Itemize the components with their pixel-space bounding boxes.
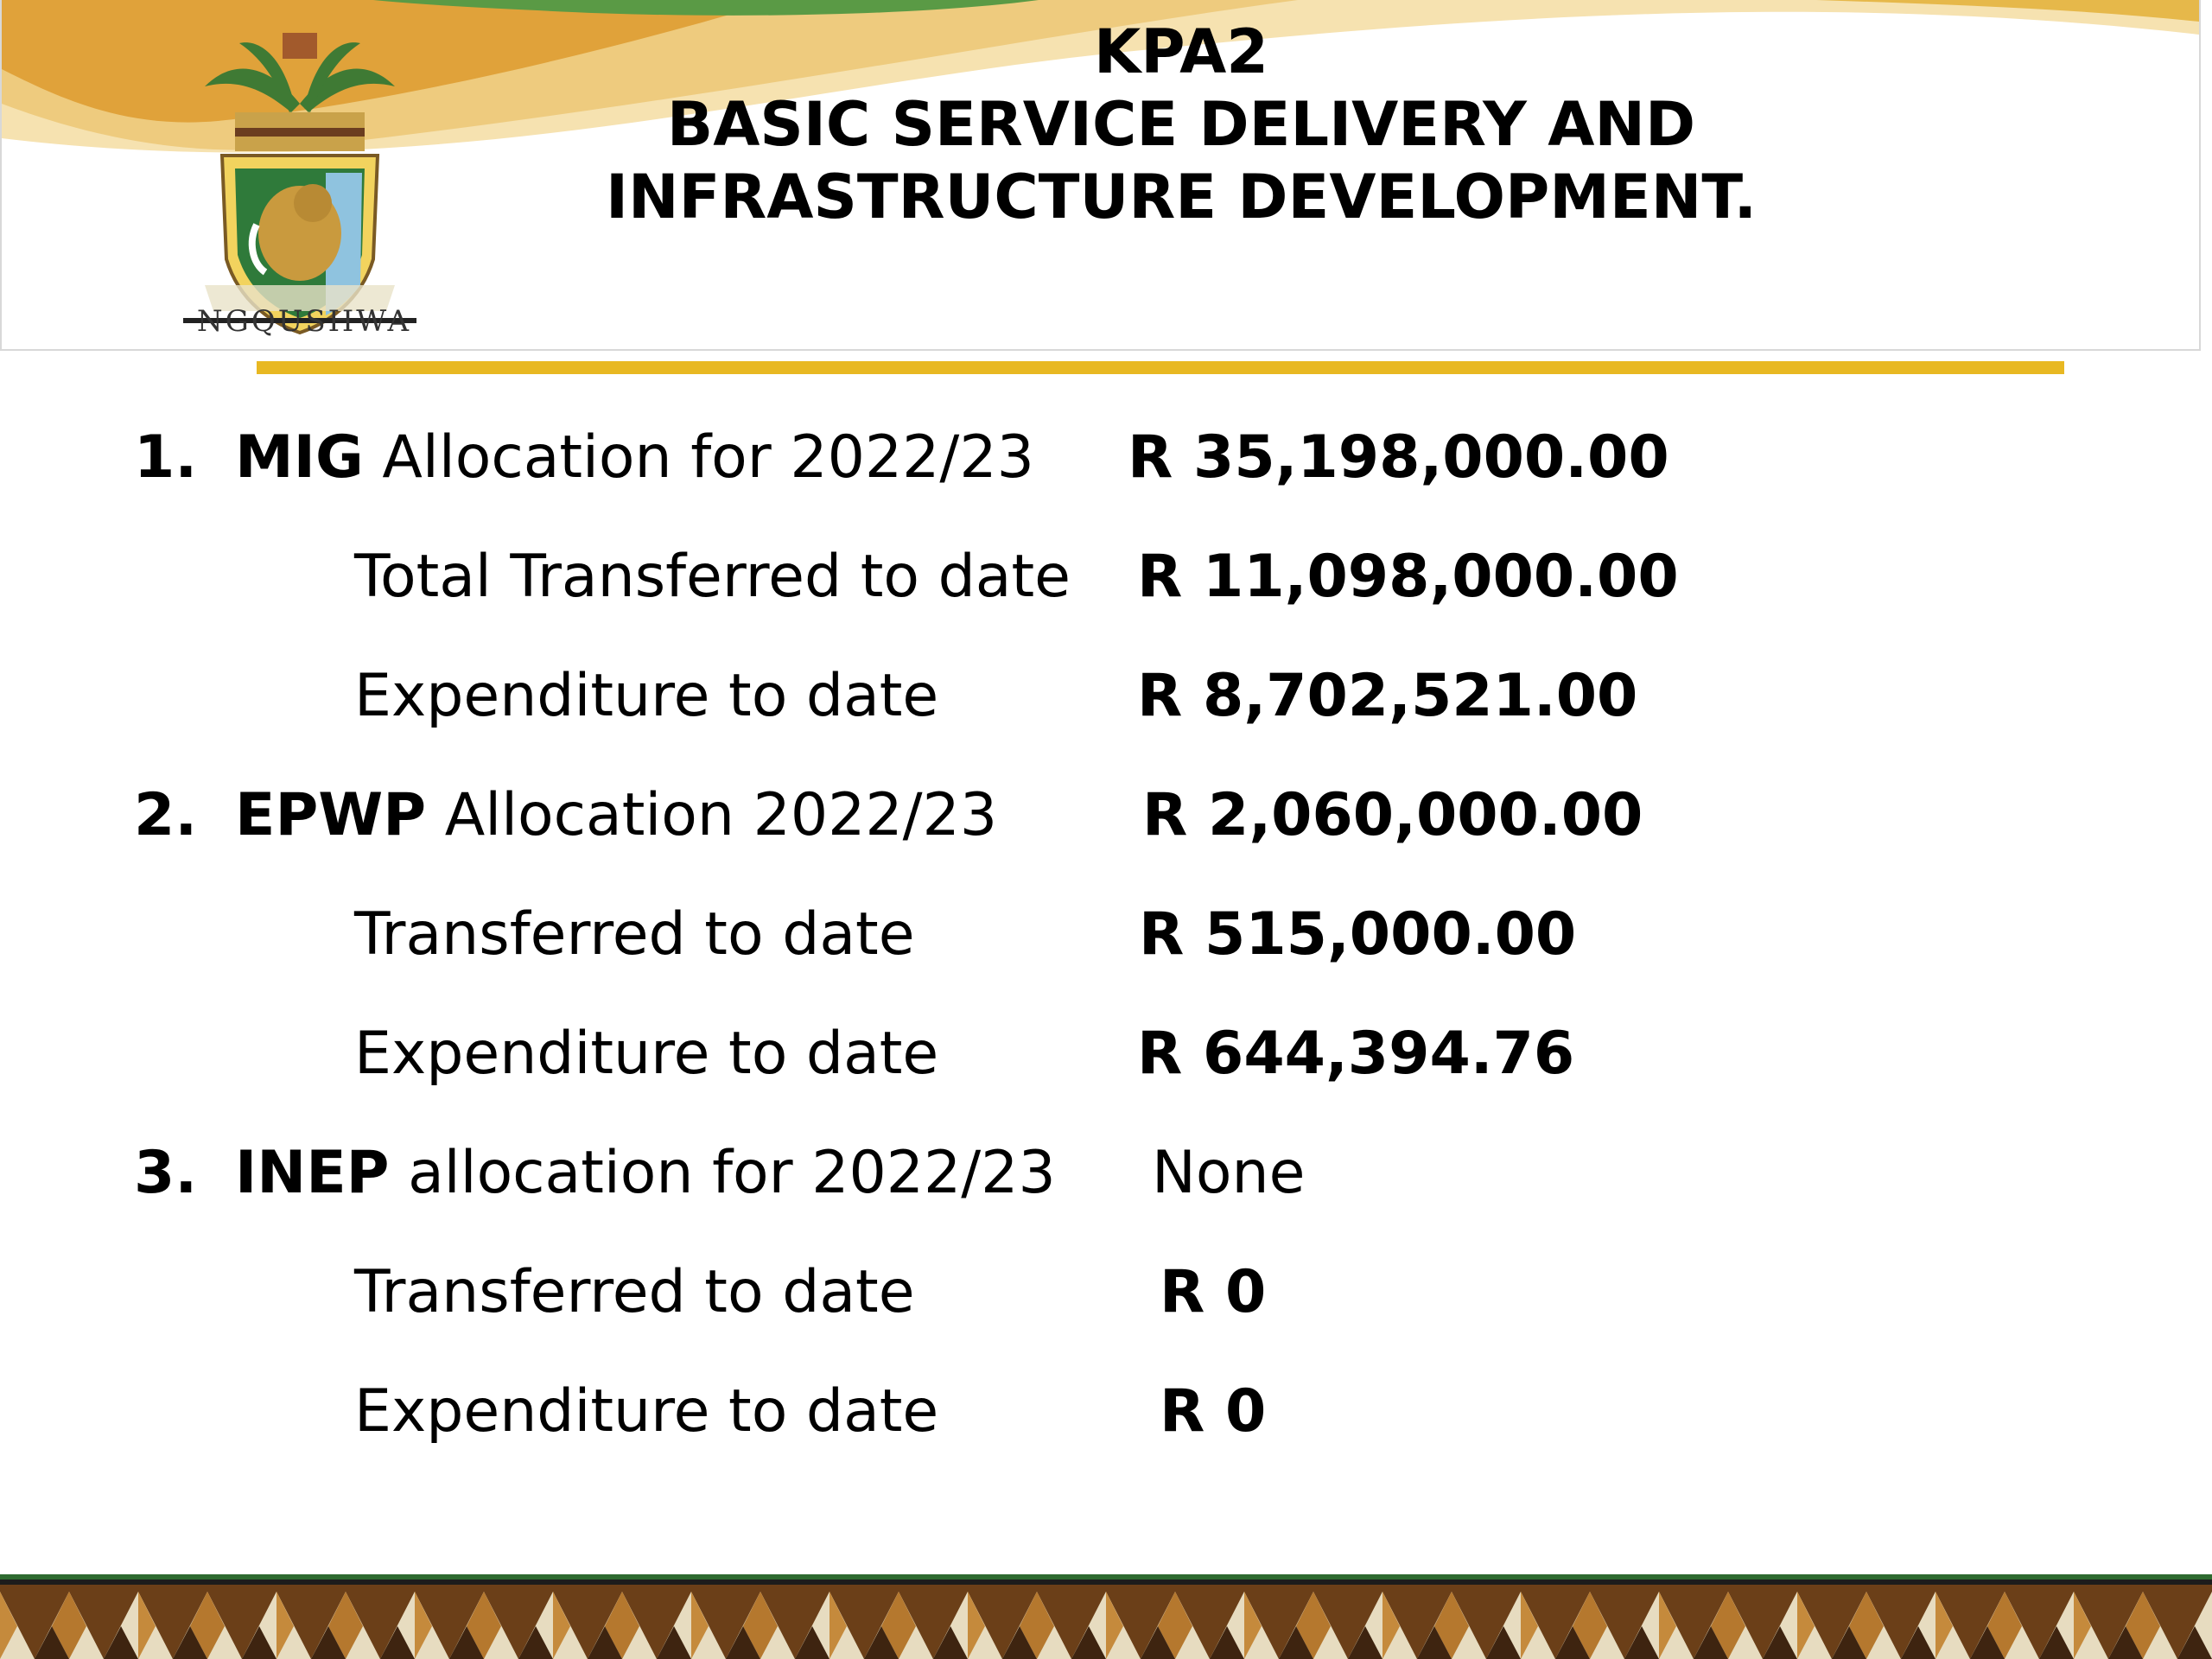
sub-label: Transferred to date	[354, 1258, 915, 1326]
sub-label: Transferred to date	[354, 900, 915, 969]
sub-value: R 644,394.76	[1137, 1020, 1575, 1088]
item-value: R 2,060,000.00	[1142, 781, 1643, 849]
item-keyword: INEP	[235, 1139, 390, 1207]
sub-label: Expenditure to date	[354, 1020, 939, 1088]
sub-value: R 0	[1160, 1258, 1267, 1326]
sub-value: R 11,098,000.00	[1137, 543, 1679, 611]
item-value: None	[1152, 1139, 1306, 1207]
sub-label: Expenditure to date	[354, 662, 939, 730]
sub-value: R 8,702,521.00	[1137, 662, 1638, 730]
item-number: 2.	[134, 781, 198, 849]
item-label	[235, 419, 1034, 497]
sub-value: R 0	[1160, 1377, 1267, 1446]
sub-value: R 515,000.00	[1139, 900, 1577, 969]
footer-weave-decoration	[0, 1574, 2212, 1659]
title-line-1: KPA2	[1093, 16, 1268, 87]
sub-label: Expenditure to date	[354, 1377, 939, 1446]
item-label	[235, 777, 997, 855]
gold-divider	[257, 361, 2064, 374]
item-number: 3.	[134, 1139, 198, 1207]
item-value: R 35,198,000.00	[1128, 423, 1669, 492]
item-label-text: Allocation 2022/23	[426, 781, 998, 849]
title-line-3: INFRASTRUCTURE DEVELOPMENT.	[605, 162, 1758, 232]
item-keyword: EPWP	[235, 781, 427, 849]
item-keyword: MIG	[235, 423, 364, 492]
title-line-2: BASIC SERVICE DELIVERY AND	[666, 89, 1696, 160]
item-label-text: Allocation for 2022/23	[363, 423, 1034, 492]
page-title	[486, 16, 1877, 233]
footer-pattern-band	[0, 1574, 2212, 1659]
sub-label: Total Transferred to date	[354, 543, 1071, 611]
item-label	[235, 1135, 1056, 1212]
item-label-text: allocation for 2022/23	[389, 1139, 1056, 1207]
ngqushwa-crest-logo	[153, 26, 447, 346]
slide-header	[0, 0, 2201, 351]
logo-name-text: NGQUSHWA	[196, 304, 412, 339]
item-number: 1.	[134, 423, 198, 492]
